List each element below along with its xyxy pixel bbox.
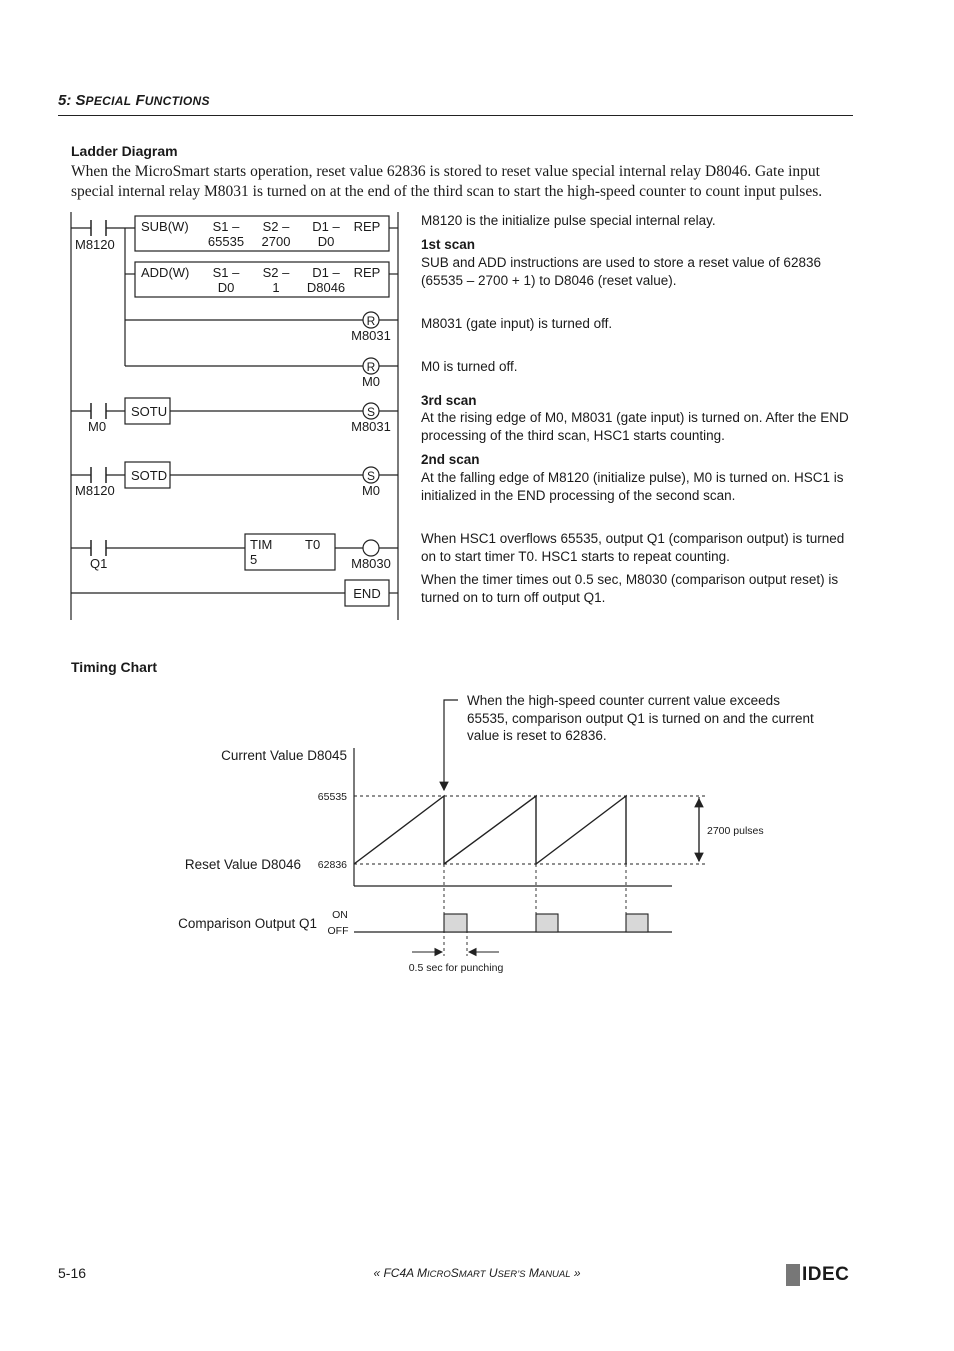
contact-label: M8120 bbox=[75, 483, 115, 498]
logo-mark bbox=[786, 1264, 800, 1286]
reset-value-label: Reset Value D8046 bbox=[184, 857, 301, 872]
sub-name: SUB(W) bbox=[141, 219, 189, 234]
pulses-label: 2700 pulses bbox=[707, 825, 764, 837]
desc-rising-edge: At the rising edge of M0, M8031 (gate input) is turned on. After the END processing of the third scan, HSC1 starts counting. bbox=[421, 410, 849, 443]
timer-number: T0 bbox=[305, 537, 321, 552]
section-title-pecial: PECIAL bbox=[85, 94, 132, 108]
add-name: ADD(W) bbox=[141, 265, 190, 280]
q1-pulse bbox=[626, 914, 648, 932]
sotd-label: SOTD bbox=[131, 468, 168, 483]
sub-d1-header: D1 – bbox=[312, 219, 340, 234]
add-s1-value: D0 bbox=[217, 280, 235, 295]
desc-heading-1st-scan: 1st scan bbox=[421, 237, 476, 252]
ladder-diagram-heading: Ladder Diagram bbox=[71, 143, 178, 159]
timer-preset: 5 bbox=[250, 552, 258, 567]
desc-initialize-pulse: M8120 is the initialize pulse special internal relay. bbox=[421, 213, 716, 228]
desc-gate-off: M8031 (gate input) is turned off. bbox=[421, 316, 613, 331]
sub-s2-header: S2 – bbox=[262, 219, 290, 234]
manual-title-part: « FC4A M bbox=[373, 1266, 428, 1280]
desc-falling-edge: At the falling edge of M8120 (initialize pulse), M0 is turned on. HSC1 is initialized in the END processing of the second scan. bbox=[421, 470, 844, 503]
desc-heading-2nd-scan: 2nd scan bbox=[421, 452, 480, 467]
set-coil-letter: S bbox=[366, 469, 376, 483]
manual-title-part: MART bbox=[458, 1269, 486, 1280]
manual-title-part: » bbox=[570, 1266, 581, 1280]
callout-arrow bbox=[444, 700, 458, 790]
sub-rep: REP bbox=[353, 219, 381, 234]
timing-callout: When the high-speed counter current value exceeds 65535, comparison output Q1 is turned on and the current value is reset to 62836. bbox=[467, 693, 814, 743]
add-s2-value: 1 bbox=[272, 280, 280, 295]
on-label: ON bbox=[332, 909, 348, 921]
manual-title-part: ICRO bbox=[427, 1269, 451, 1280]
desc-sub-add: SUB and ADD instructions are used to store a reset value of 62836 (65535 – 2700 + 1) to D8046 (reset value). bbox=[421, 255, 821, 288]
coil-label: M0 bbox=[361, 483, 381, 498]
coil-label: M0 bbox=[361, 374, 381, 389]
desc-m0-off: M0 is turned off. bbox=[421, 359, 518, 374]
intro-paragraph: When the MicroSmart starts operation, reset value 62836 is stored to reset value special internal relay D8046. Gate input special internal relay M8031 is turned on at the end of the third scan to start the high-speed counter to count input pulses. bbox=[71, 163, 823, 200]
tick-62836: 62836 bbox=[317, 859, 347, 871]
manual-title-part: SER’S bbox=[497, 1269, 526, 1280]
current-value-label: Current Value D8045 bbox=[221, 748, 347, 763]
add-s1-header: S1 – bbox=[212, 265, 240, 280]
q1-pulse bbox=[444, 914, 467, 932]
tick-65535: 65535 bbox=[317, 791, 347, 803]
add-rep: REP bbox=[353, 265, 381, 280]
sub-d1-value: D0 bbox=[317, 234, 335, 249]
contact-label: M8120 bbox=[75, 237, 115, 252]
add-s2-header: S2 – bbox=[262, 265, 290, 280]
desc-timer-out: When the timer times out 0.5 sec, M8030 (comparison output reset) is turned on to turn off output Q1. bbox=[421, 572, 839, 605]
section-title-f: F bbox=[135, 92, 145, 109]
counter-sawtooth bbox=[354, 796, 626, 864]
reset-coil-letter: R bbox=[366, 314, 376, 328]
manual-title-part: ANUAL bbox=[538, 1269, 571, 1280]
set-coil-letter: S bbox=[366, 405, 376, 419]
idec-logo bbox=[786, 1264, 849, 1286]
section-title-unctions: UNCTIONS bbox=[144, 94, 210, 108]
coil-label: M8030 bbox=[351, 556, 391, 571]
section-number: 5: bbox=[58, 92, 72, 109]
section-title-s: S bbox=[75, 92, 86, 109]
add-d1-header: D1 – bbox=[312, 265, 340, 280]
add-d1-value: D8046 bbox=[306, 280, 346, 295]
logo-text: IDEC bbox=[802, 1264, 850, 1285]
manual-title-part: U bbox=[485, 1266, 498, 1280]
contact-label: Q1 bbox=[90, 556, 108, 571]
coil-label: M8031 bbox=[351, 419, 391, 434]
manual-title-part: S bbox=[450, 1266, 459, 1280]
end-label: END bbox=[353, 586, 381, 601]
comparison-output-label: Comparison Output Q1 bbox=[178, 916, 317, 931]
desc-overflow: When HSC1 overflows 65535, output Q1 (comparison output) is turned on to start timer T0. HSC1 starts to repeat counting. bbox=[421, 531, 845, 564]
reset-coil-letter: R bbox=[366, 360, 376, 374]
manual-title-part: M bbox=[525, 1266, 539, 1280]
page-number: 5-16 bbox=[58, 1265, 87, 1281]
coil-label: M8031 bbox=[351, 328, 391, 343]
desc-heading-3rd-scan: 3rd scan bbox=[421, 393, 477, 408]
q1-pulse bbox=[536, 914, 558, 932]
sub-s1-header: S1 – bbox=[212, 219, 240, 234]
timer-label: TIM bbox=[250, 537, 273, 552]
sotu-label: SOTU bbox=[131, 404, 168, 419]
punch-label: 0.5 sec for punching bbox=[408, 962, 504, 974]
timing-chart-heading: Timing Chart bbox=[71, 659, 158, 675]
sub-s1-value: 65535 bbox=[207, 234, 245, 249]
sub-s2-value: 2700 bbox=[261, 234, 291, 249]
contact-label: M0 bbox=[88, 419, 107, 434]
off-label: OFF bbox=[327, 925, 349, 937]
